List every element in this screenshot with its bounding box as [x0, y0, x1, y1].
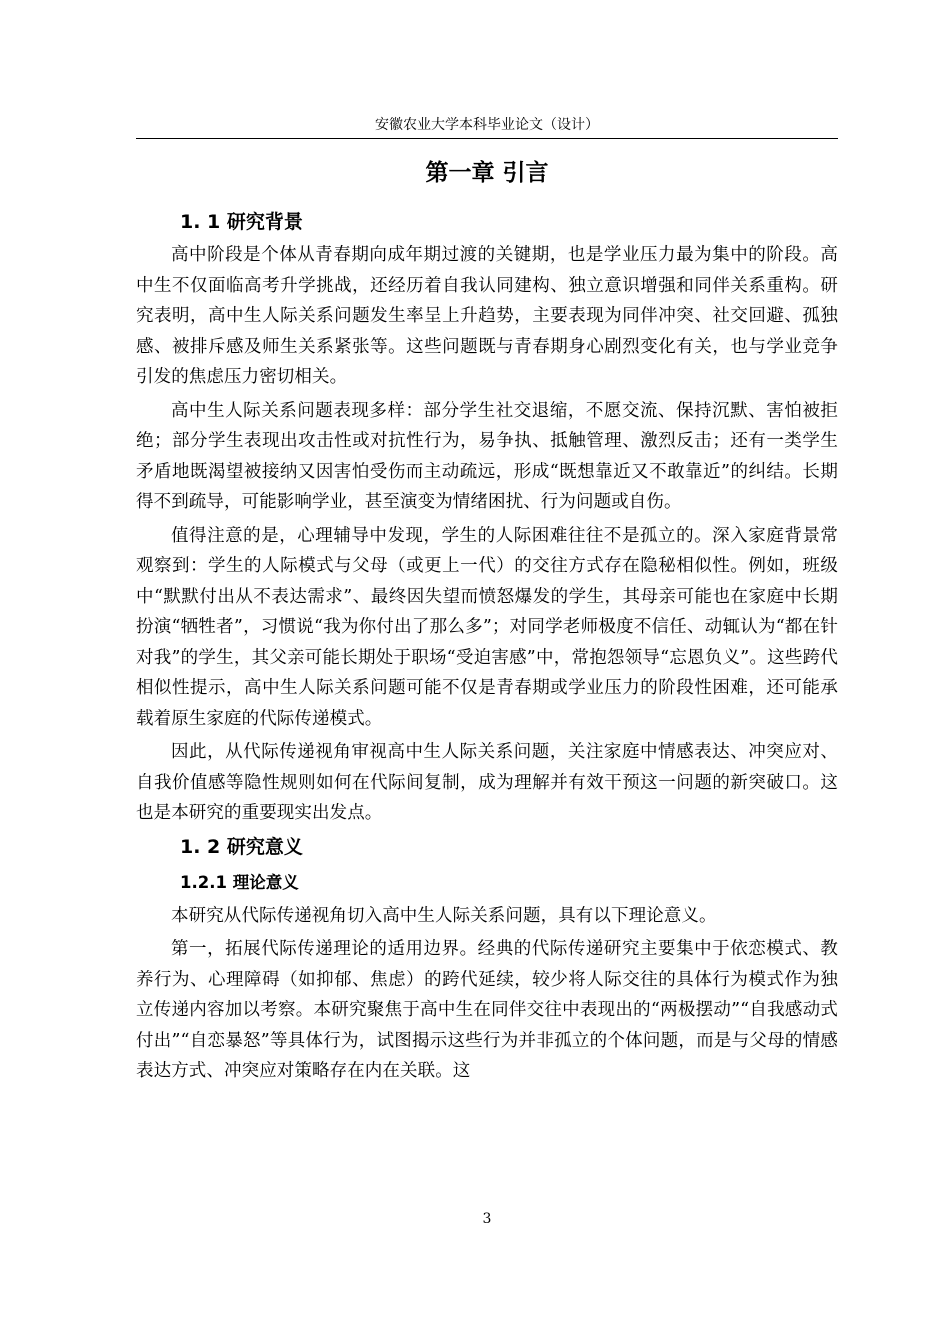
- paragraph-3: 值得注意的是，心理辅导中发现，学生的人际困难往往不是孤立的。深入家庭背景常观察到：学生的人际模式与父母（或更上一代）的交往方式存在隐秘相似性。例如，班级中“默默付出从不表达需求”、最终因失望而愤怒爆发的学生，其母亲可能也在家庭中长期扮演“牺牲者”，习惯说“我为你付出了那么多”；对同学老师极度不信任、动辄认为“都在针对我”的学生，其父亲可能长期处于职场“受迫害感”中，常抱怨领导“忘恩负义”。这些跨代相似性提示，高中生人际关系问题可能不仅是青春期或学业压力的阶段性困难，还可能承载着原生家庭的代际传递模式。: [136, 525, 838, 729]
- section-heading-1-2: 1. 2 研究意义: [180, 835, 303, 858]
- paragraph-5: 本研究从代际传递视角切入高中生人际关系问题，具有以下理论意义。: [171, 905, 717, 926]
- paragraph-1: 高中阶段是个体从青春期向成年期过渡的关键期，也是学业压力最为集中的阶段。高中生不仅面临高考升学挑战，还经历着自我认同建构、独立意识增强和同伴关系重构。研究表明，高中生人际关系问题发生率呈上升趋势，主要表现为同伴冲突、社交回避、孤独感、被排斥感及师生关系紧张等。这些问题既与青春期身心剧烈变化有关，也与学业竞争引发的焦虑压力密切相关。: [136, 245, 838, 387]
- chapter-title: 第一章 引言: [425, 160, 549, 186]
- running-header: 安徽农业大学本科毕业论文（设计）: [375, 117, 599, 133]
- section-heading-1-1: 1. 1 研究背景: [180, 211, 303, 233]
- paragraph-6: 第一，拓展代际传递理论的适用边界。经典的代际传递研究主要集中于依恋模式、教养行为、心理障碍（如抑郁、焦虑）的跨代延续，较少将人际交往的具体行为模式作为独立传递内容加以考察。本研究聚焦于高中生在同伴交往中表现出的“两极摆动”“自我感动式付出”“自恋暴怒”等具体行为，试图揭示这些行为并非孤立的个体问题，而是与父母的情感表达方式、冲突应对策略存在内在关联。这: [136, 939, 838, 1081]
- paragraph-2: 高中生人际关系问题表现多样：部分学生社交退缩，不愿交流、保持沉默、害怕被拒绝；部分学生表现出攻击性或对抗性行为，易争执、抵触管理、激烈反击；还有一类学生矛盾地既渴望被接纳又因害怕受伤而主动疏远，形成“既想靠近又不敢靠近”的纠结。长期得不到疏导，可能影响学业，甚至演变为情绪困扰、行为问题或自伤。: [136, 400, 838, 512]
- body-content: [136, 204, 838, 1087]
- header-divider: [136, 138, 838, 139]
- page-number: 3: [482, 1211, 492, 1227]
- paragraph-4: 因此，从代际传递视角审视高中生人际关系问题，关注家庭中情感表达、冲突应对、自我价值感等隐性规则如何在代际间复制，成为理解并有效干预这一问题的新突破口。这也是本研究的重要现实出发点。: [136, 742, 838, 823]
- subsection-heading-1-2-1: 1.2.1 理论意义: [180, 872, 299, 892]
